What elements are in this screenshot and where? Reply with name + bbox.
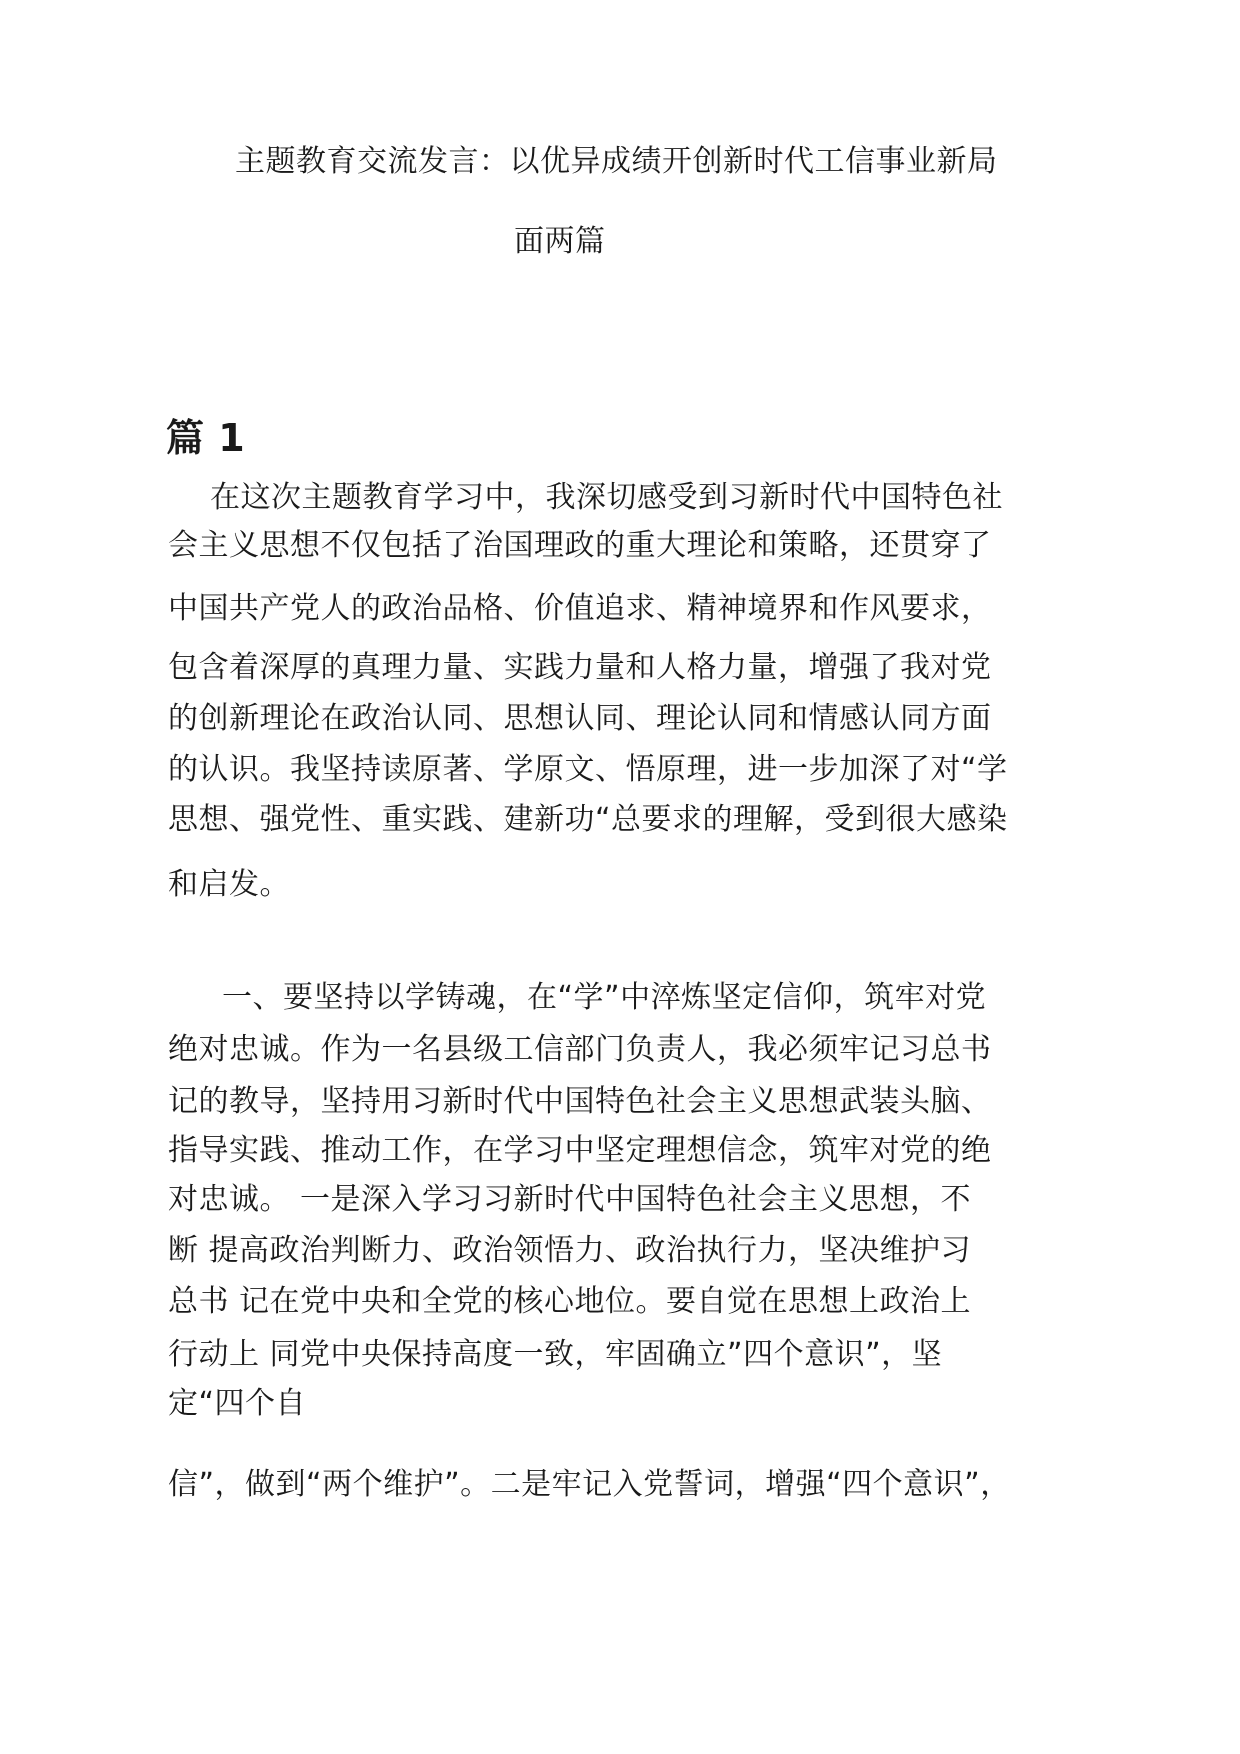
paragraph-1-line: 的创新理论在政治认同、思想认同、理论认同和情感认同方面	[168, 701, 992, 736]
paragraph-2-line: 定“四个自	[168, 1386, 307, 1421]
paragraph-1-line: 包含着深厚的真理力量、实践力量和人格力量，增强了我对党	[168, 650, 992, 685]
section-heading: 篇 1	[166, 416, 246, 460]
paragraph-2-line: 绝对忠诚。作为一名县级工信部门负责人，我必须牢记习总书	[168, 1032, 992, 1067]
document-title-line-1: 主题教育交流发言：以优异成绩开创新时代工信事业新局	[235, 144, 998, 179]
document-title-line-2: 面两篇	[514, 224, 606, 259]
paragraph-2-line: 总书 记在党中央和全党的核心地位。要自觉在思想上政治上	[168, 1284, 972, 1319]
paragraph-2-line: 一、要坚持以学铸魂，在“学”中淬炼坚定信仰，筑牢对党	[222, 980, 987, 1015]
paragraph-2-line: 记的教导，坚持用习新时代中国特色社会主义思想武装头脑、	[168, 1084, 992, 1119]
paragraph-2-line: 行动上 同党中央保持高度一致，牢固确立”四个意识”，坚	[168, 1337, 943, 1372]
paragraph-1-line: 中国共产党人的政治品格、价值追求、精神境界和作风要求，	[168, 591, 992, 626]
paragraph-2-line: 指导实践、推动工作，在学习中坚定理想信念，筑牢对党的绝	[168, 1133, 992, 1168]
paragraph-1-line: 的认识。我坚持读原著、学原文、悟原理，进一步加深了对“学	[168, 752, 1008, 787]
paragraph-1-line: 会主义思想不仅包括了治国理政的重大理论和策略，还贯穿了	[168, 528, 992, 563]
paragraph-2-line: 对忠诚。 一是深入学习习新时代中国特色社会主义思想，不	[168, 1182, 972, 1217]
paragraph-1-line: 思想、强党性、重实践、建新功“总要求的理解，受到很大感染	[168, 802, 1008, 837]
paragraph-1-line: 在这次主题教育学习中，我深切感受到习新时代中国特色社	[210, 480, 1003, 515]
paragraph-2-line: 断 提高政治判断力、政治领悟力、政治执行力，坚决维护习	[168, 1233, 972, 1268]
paragraph-1-line: 和启发。	[168, 867, 290, 902]
paragraph-2-line: 信”，做到“两个维护”。二是牢记入党誓词，增强“四个意识”，	[168, 1467, 1011, 1502]
